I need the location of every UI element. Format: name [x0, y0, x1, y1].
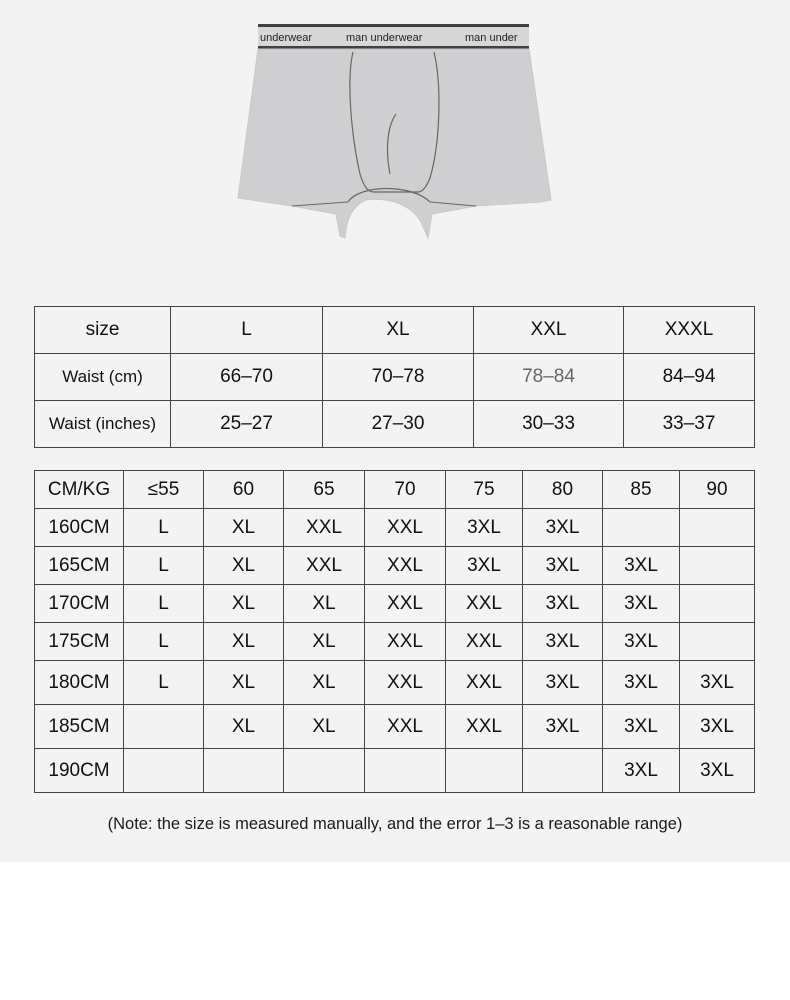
table-row	[35, 661, 755, 705]
size-cell: XL	[284, 623, 365, 661]
size-cell: XXXL	[624, 307, 755, 354]
table-row	[35, 307, 755, 354]
column-header: CM/KG	[35, 471, 124, 509]
size-cell: 3XL	[523, 705, 603, 749]
table-row	[35, 705, 755, 749]
size-cell: 3XL	[523, 509, 603, 547]
table-header-row	[35, 471, 755, 509]
size-cell: XL	[204, 623, 284, 661]
column-header: 85	[603, 471, 680, 509]
size-cell: XL	[204, 509, 284, 547]
height-cell: 190CM	[35, 749, 124, 793]
size-cell: 3XL	[680, 661, 755, 705]
size-cell: 3XL	[603, 623, 680, 661]
size-cell: 3XL	[523, 623, 603, 661]
waist-size-table	[34, 306, 755, 448]
size-cell: XXL	[365, 509, 446, 547]
size-cell: L	[171, 307, 323, 354]
table-row	[35, 547, 755, 585]
size-cell: 3XL	[603, 661, 680, 705]
measurement-note: (Note: the size is measured manually, and the error 1–3 is a reasonable range)	[107, 815, 683, 833]
column-header: 75	[446, 471, 523, 509]
size-cell: XXL	[284, 547, 365, 585]
size-cell	[680, 623, 755, 661]
size-cell: XXL	[446, 585, 523, 623]
column-header: 70	[365, 471, 446, 509]
size-cell: XXL	[365, 623, 446, 661]
band-text: underwear	[260, 32, 312, 44]
size-cell: L	[124, 623, 204, 661]
column-header: 80	[523, 471, 603, 509]
table-row	[35, 623, 755, 661]
size-cell: XL	[323, 307, 474, 354]
column-header: 90	[680, 471, 755, 509]
size-cell	[680, 585, 755, 623]
size-cell: 3XL	[680, 705, 755, 749]
waist-inches-cell: 27–30	[323, 401, 474, 448]
size-cell: 3XL	[446, 547, 523, 585]
size-cell: L	[124, 585, 204, 623]
size-cell: XL	[284, 705, 365, 749]
waist-inches-cell: 25–27	[171, 401, 323, 448]
waist-cm-cell: 66–70	[171, 354, 323, 401]
table-row	[35, 354, 755, 401]
height-cell: 180CM	[35, 661, 124, 705]
size-cell: XXL	[365, 705, 446, 749]
column-header: 65	[284, 471, 365, 509]
waist-inches-header: Waist (inches)	[35, 401, 171, 448]
size-cell: 3XL	[603, 705, 680, 749]
waist-cm-cell: 84–94	[624, 354, 755, 401]
size-cell: 3XL	[523, 547, 603, 585]
table-row	[35, 509, 755, 547]
size-cell: XXL	[365, 585, 446, 623]
size-cell	[365, 749, 446, 793]
size-cell	[446, 749, 523, 793]
trunk-body	[238, 49, 551, 238]
height-cell: 165CM	[35, 547, 124, 585]
waist-inches-cell: 33–37	[624, 401, 755, 448]
column-header: 60	[204, 471, 284, 509]
size-cell: XXL	[284, 509, 365, 547]
size-cell: XL	[204, 547, 284, 585]
size-cell: 3XL	[603, 547, 680, 585]
size-cell: L	[124, 661, 204, 705]
size-cell: XL	[284, 661, 365, 705]
size-cell	[603, 509, 680, 547]
size-cell: XL	[204, 585, 284, 623]
size-cell	[523, 749, 603, 793]
size-cell: XXL	[365, 661, 446, 705]
size-cell: XL	[204, 705, 284, 749]
size-cell: XL	[204, 661, 284, 705]
size-cell: 3XL	[603, 585, 680, 623]
size-cell: 3XL	[680, 749, 755, 793]
size-cell	[124, 705, 204, 749]
table-row	[35, 749, 755, 793]
size-cell: XXL	[446, 623, 523, 661]
size-cell: 3XL	[603, 749, 680, 793]
height-cell: 170CM	[35, 585, 124, 623]
size-header: size	[35, 307, 171, 354]
size-cell: L	[124, 509, 204, 547]
size-cell	[680, 547, 755, 585]
size-cell: 3XL	[523, 585, 603, 623]
size-cell: L	[124, 547, 204, 585]
waist-cm-header: Waist (cm)	[35, 354, 171, 401]
size-cell: XL	[284, 585, 365, 623]
height-cell: 160CM	[35, 509, 124, 547]
height-cell: 185CM	[35, 705, 124, 749]
size-cell	[204, 749, 284, 793]
column-header: ≤55	[124, 471, 204, 509]
waist-cm-cell: 78–84	[474, 354, 624, 401]
size-cell: XXL	[446, 705, 523, 749]
band-text: man under	[465, 32, 518, 44]
waist-cm-cell: 70–78	[323, 354, 474, 401]
size-cell	[680, 509, 755, 547]
boxer-brief-drawing	[236, 24, 552, 240]
waist-inches-cell: 30–33	[474, 401, 624, 448]
height-cell: 175CM	[35, 623, 124, 661]
size-cell: XXL	[446, 661, 523, 705]
size-cell: XXL	[365, 547, 446, 585]
size-cell: 3XL	[446, 509, 523, 547]
size-cell: XXL	[474, 307, 624, 354]
size-cell	[124, 749, 204, 793]
height-weight-size-table	[34, 470, 755, 793]
size-cell: 3XL	[523, 661, 603, 705]
underwear-illustration	[236, 24, 552, 240]
table-row	[35, 585, 755, 623]
band-text: man underwear	[346, 32, 423, 44]
size-cell	[284, 749, 365, 793]
table-row	[35, 401, 755, 448]
